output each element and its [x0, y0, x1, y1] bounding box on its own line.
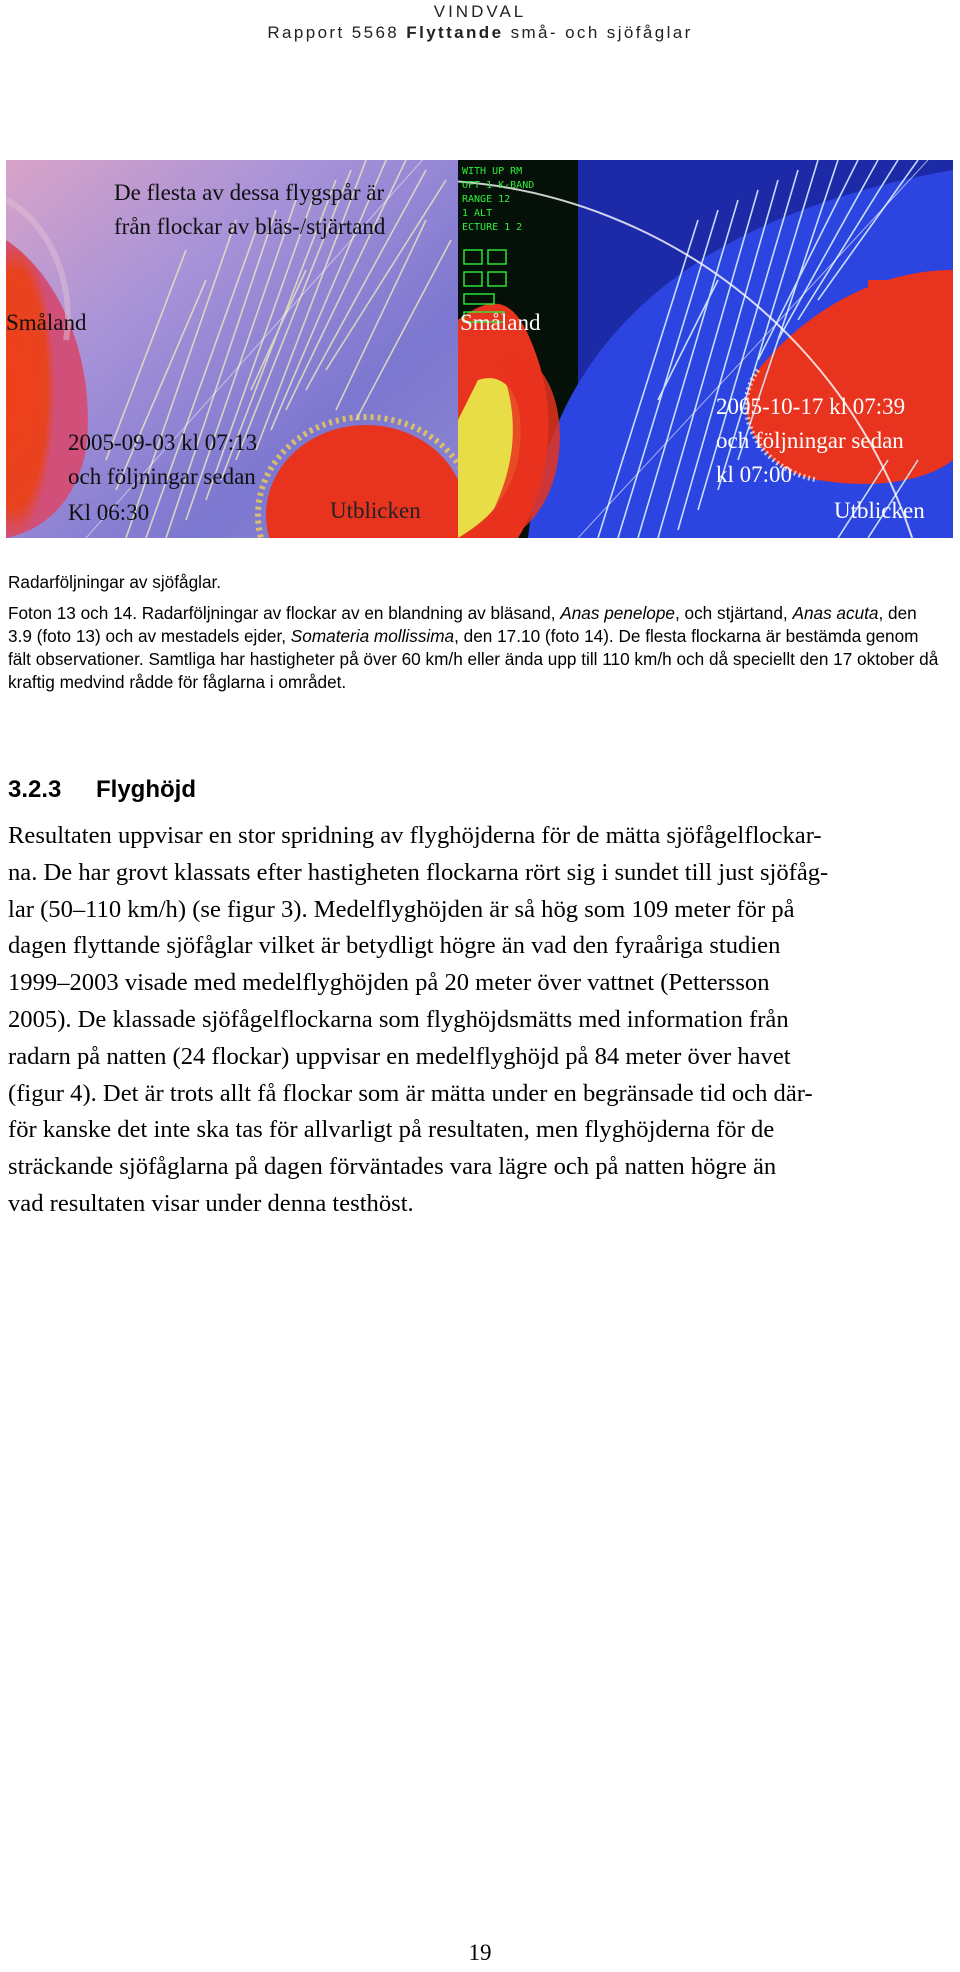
- radar-menu-line3: RANGE 12: [462, 194, 511, 205]
- caption-text-2: , och stjärtand,: [674, 603, 793, 623]
- page-number: 19: [468, 1940, 492, 1965]
- radar-image-right: [458, 160, 953, 538]
- caption-text-3: , den 3.9 (foto 13) och av mestadels ejder,: [8, 603, 917, 646]
- section-heading: [8, 776, 196, 804]
- right-location-label: Utblicken: [834, 498, 925, 523]
- radar-menu-line1: WITH UP RM: [462, 166, 523, 177]
- figure-caption-title: Radarföljningar av sjöfåglar.: [8, 572, 222, 592]
- body-line: lar (50–110 km/h) (se figur 3). Medelflyghöjden är så hög som 109 meter för på: [8, 895, 795, 923]
- left-location-label: Utblicken: [330, 498, 421, 523]
- body-line: na. De har grovt klassats efter hastigheten flockarna rört sig i sundet till just sjöfåg-: [8, 858, 829, 886]
- radar-menu-line2: OFT 1 K-BAND: [462, 180, 535, 191]
- header-org: VINDVAL: [433, 2, 527, 21]
- right-date-line2: och följningar sedan: [716, 428, 904, 453]
- header-report-prefix: Rapport 5568: [267, 23, 400, 42]
- body-line: sträckande sjöfåglarna på dagen förväntades vara lägre och på natten högre än: [8, 1153, 777, 1181]
- caption-species-2: Anas acuta: [792, 603, 879, 623]
- figure-caption-body: [8, 602, 943, 694]
- left-date-line2: och följningar sedan: [68, 464, 256, 489]
- body-line: Resultaten uppvisar en stor spridning av flyghöjderna för de mätta sjöfågelflockar-: [8, 822, 822, 849]
- left-date-line3: Kl 06:30: [68, 500, 150, 525]
- radar-menu-line4: 1 ALT: [462, 208, 493, 219]
- section-number: 3.2.3: [8, 776, 62, 803]
- header-report-bold: Flyttande: [406, 23, 504, 42]
- right-date-line3: kl 07:00: [716, 462, 793, 487]
- caption-species-1: Anas penelope: [560, 603, 675, 623]
- body-line: (figur 4). Det är trots allt få flockar som är mätta under en begränsade tid och där-: [8, 1079, 813, 1107]
- right-place-label: Småland: [460, 310, 541, 335]
- header-report-suffix: små- och sjöfåglar: [510, 23, 693, 42]
- page-header: [0, 0, 960, 44]
- radar-photo-13: [6, 160, 458, 538]
- left-title-line2: från flockar av bläs-/stjärtand: [114, 214, 386, 239]
- radar-menu-line5: ECTURE 1 2: [462, 222, 523, 233]
- body-line: 1999–2003 visade med medelflyghöjden på 20 meter över vattnet (Pettersson: [8, 969, 770, 997]
- caption-species-3: Somateria mollissima: [290, 626, 455, 646]
- body-line: vad resultaten visar under denna testhöst.: [8, 1189, 414, 1217]
- header-report: [0, 22, 960, 44]
- body-line: radarn på natten (24 flockar) uppvisar en medelflyghöjd på 84 meter över havet: [8, 1042, 791, 1070]
- radar-photos: [6, 160, 953, 538]
- left-place-label: Småland: [6, 310, 87, 335]
- body-line: för kanske det inte ska tas för allvarligt på resultaten, men flyghöjderna för de: [8, 1116, 775, 1144]
- caption-text-1: Foton 13 och 14. Radarföljningar av flockar av en blandning av bläsand,: [8, 603, 561, 623]
- radar-photo-14: [458, 160, 953, 538]
- right-date-line1: 2005-10-17 kl 07:39: [716, 394, 906, 419]
- body-line: dagen flyttande sjöfåglar vilket är betydligt högre än vad den fyraåriga studien: [8, 932, 781, 960]
- left-date-line1: 2005-09-03 kl 07:13: [68, 430, 258, 455]
- body-line: 2005). De klassade sjöfågelflockarna som flyghöjdsmätts med information från: [8, 1005, 789, 1033]
- left-title-line1: De flesta av dessa flygspår är: [114, 180, 385, 205]
- caption-text-4: , den 17.10 (foto 14). De flesta flockarna är bestämda genom fält observationer. Samtliga har hastigheter på över 60 km/h eller ända upp till 110 km/h och då speciellt den 17 oktober då kraftig medvind rådde för fåglarna i området.: [8, 626, 939, 692]
- body-paragraph: [8, 818, 948, 1223]
- section-title: Flyghöjd: [96, 776, 196, 803]
